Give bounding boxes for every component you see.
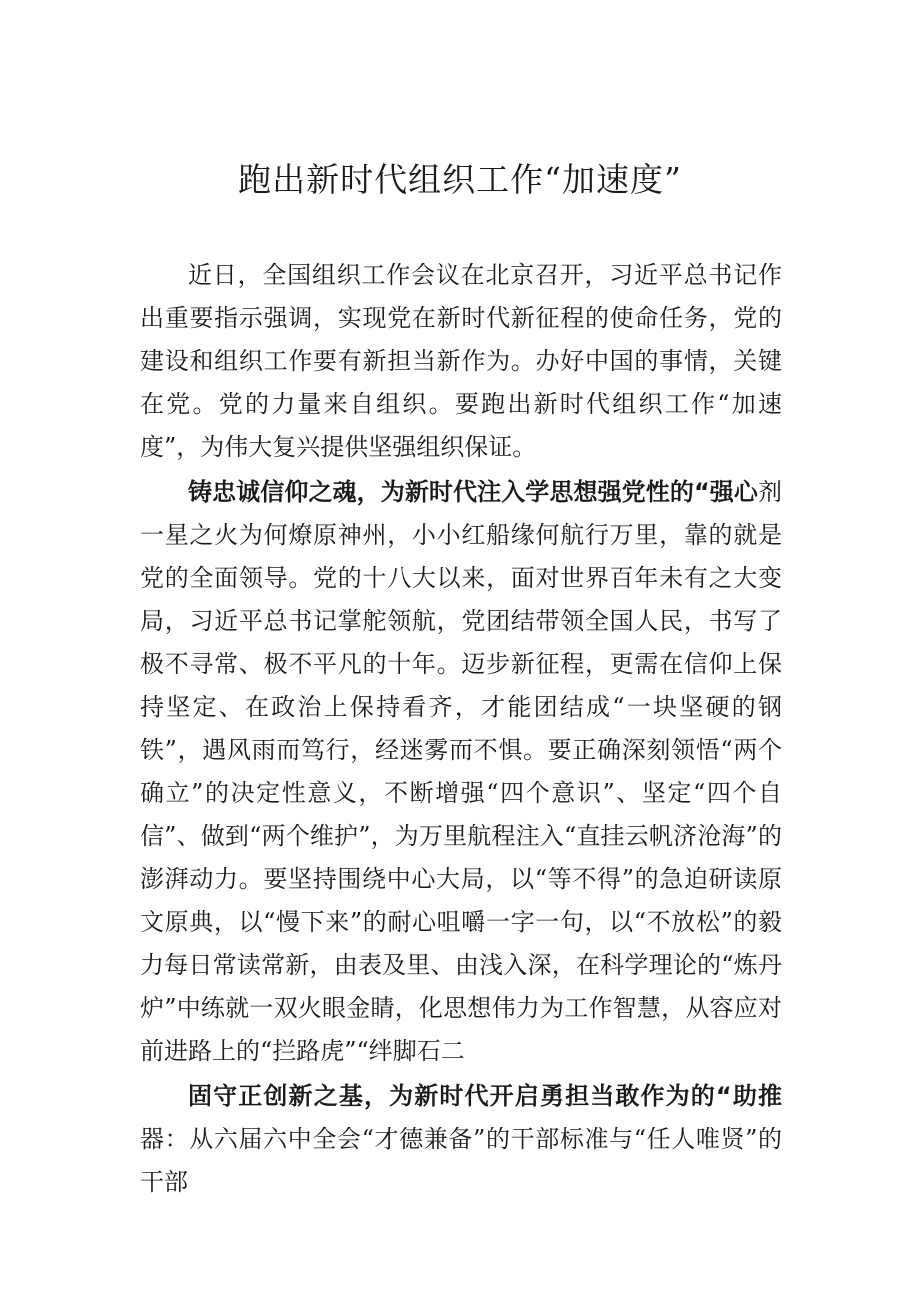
paragraph-section-1 [140,471,782,1073]
article-body [140,254,782,1204]
paragraph-text: 剂一星之火为何燎原神州，小小红船缘何航行万里，靠的就是党的全面领导。党的十八大以来，面对世界百年未有之大变局，习近平总书记掌舵领航，党团结带领全国人民，书写了极不寻常、极不平凡的十年。迈步新征程，更需在信仰上保持坚定、在政治上保持看齐，才能团结成“一块坚硬的钢铁”，遇风雨而笃行，经迷雾而不惧。要正确深刻领悟“两个确立”的决定性意义，不断增强“四个意识”、坚定“四个自信”、做到“两个维护”，为万里航程注入“直挂云帆济沧海”的澎湃动力。要坚持围绕中心大局，以“等不得”的急迫研读原文原典，以“慢下来”的耐心咀嚼一字一句，以“不放松”的毅力每日常读常新，由表及里、由浅入深，在科学理论的“炼丹炉”中练就一双火眼金睛，化思想伟力为工作智慧，从容应对前进路上的“拦路虎”“绊脚石二 [140,478,782,1065]
paragraph-section-2 [140,1075,782,1204]
paragraph-intro [140,254,782,469]
paragraph-text: 近日，全国组织工作会议在北京召开，习近平总书记作出重要指示强调，实现党在新时代新征程的使命任务，党的建设和组织工作要有新担当新作为。办好中国的事情，关键在党。党的力量来自组织。要跑出新时代组织工作“加速度”，为伟大复兴提供坚强组织保证。 [140,261,782,461]
section-heading: 铸忠诚信仰之魂，为新时代注入学思想强党性的“强心 [188,478,758,506]
page-title: 跑出新时代组织工作“加速度” [238,160,682,199]
section-heading: 固守正创新之基，为新时代开启勇担当敢作为的“助推 [188,1082,782,1110]
paragraph-text: 器：从六届六中全会“才德兼备”的干部标准与“任人唯贤”的干部 [140,1125,782,1196]
